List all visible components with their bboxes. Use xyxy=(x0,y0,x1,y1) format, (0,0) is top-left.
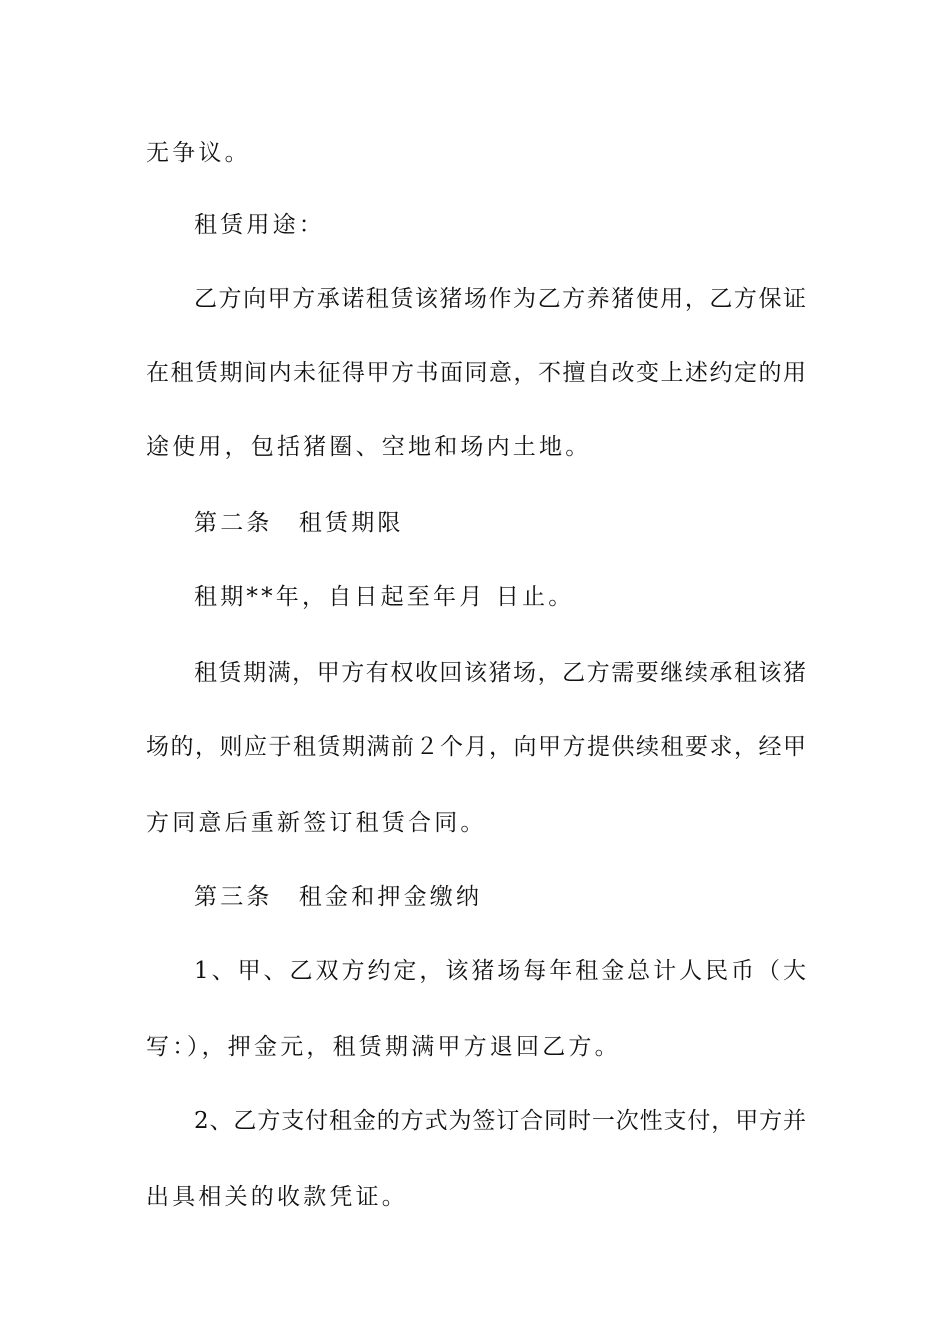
article-heading: 第三条 租金和押金缴纳 xyxy=(194,884,483,910)
text-line: 1、甲、乙双方约定，该猪场每年租金总计人民币（大 xyxy=(194,958,806,984)
text-line: 场的，则应于租赁期满前２个月，向甲方提供续租要求，经甲 xyxy=(146,734,806,760)
text-line: 无争议。 xyxy=(146,140,251,166)
text-line: 在租赁期间内未征得甲方书面同意，不擅自改变上述约定的用 xyxy=(146,360,806,386)
section-label: 租赁用途： xyxy=(194,212,325,238)
text-line: 写：），押金元，租赁期满甲方退回乙方。 xyxy=(146,1034,621,1060)
article-heading: 第二条 租赁期限 xyxy=(194,510,404,536)
text-line: 乙方向甲方承诺租赁该猪场作为乙方养猪使用，乙方保证 xyxy=(194,286,806,312)
text-line: 租赁期满，甲方有权收回该猪场，乙方需要继续承租该猪 xyxy=(194,660,806,686)
text-line: 2、乙方支付租金的方式为签订合同时一次性支付，甲方并 xyxy=(194,1108,806,1134)
text-line: 途使用，包括猪圈、空地和场内土地。 xyxy=(146,434,592,460)
text-line: 租期**年，自日起至年月 日止。 xyxy=(194,584,575,610)
text-line: 方同意后重新签订租赁合同。 xyxy=(146,810,487,836)
text-line: 出具相关的收款凭证。 xyxy=(146,1184,408,1210)
